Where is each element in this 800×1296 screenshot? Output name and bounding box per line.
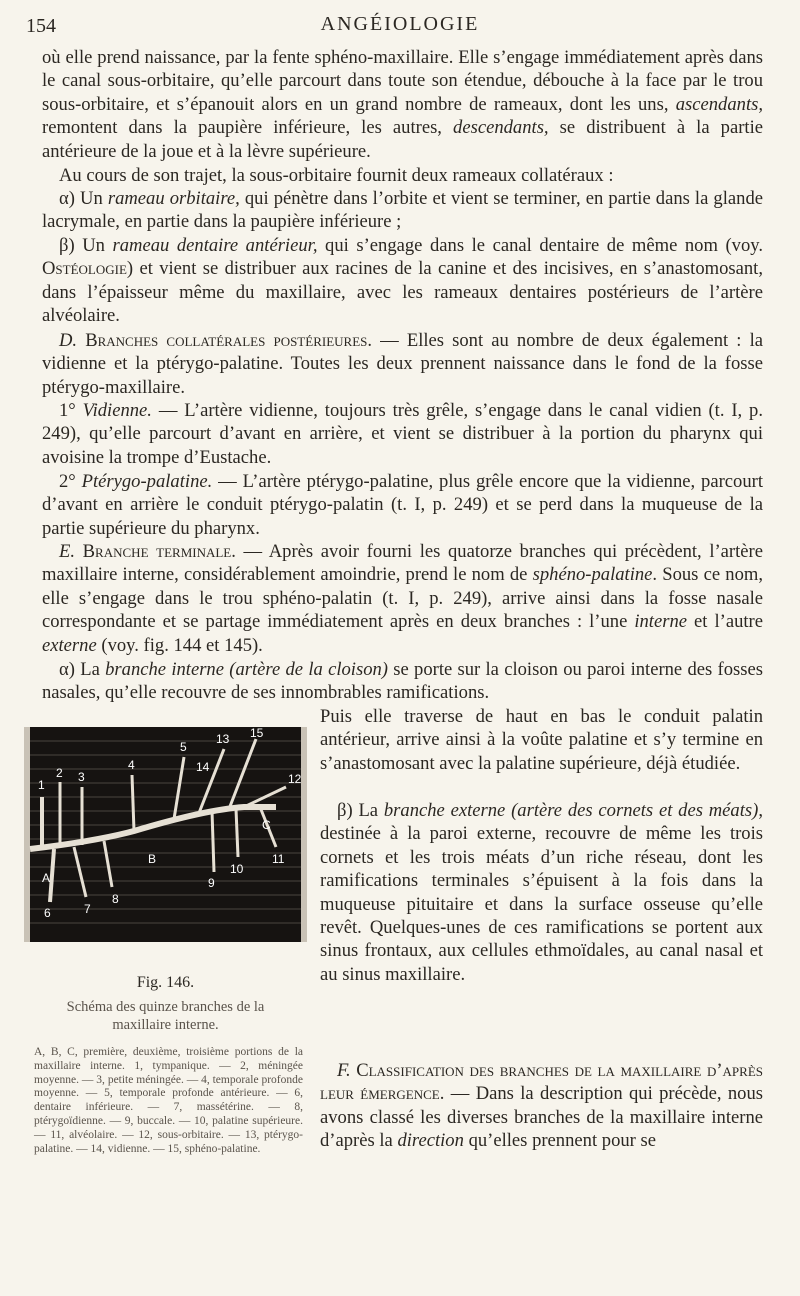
paragraph-section-e: E. Branche terminale. — Après avoir fourni les quatorze branches qui précèdent, l’artère maxillaire interne, considérablement amoindrie, prend le nom de sphéno-palatine. Sous ce nom, elle s’engage dans le trou sphéno-palatin (t. I, p. 249), arrive ainsi dans la fosse nasale correspondante et se partage immédiatement après en deux branches : l’une interne et l’autre externe (voy. fig. 144 et 145).	[42, 541, 763, 656]
figure-label-9: 9	[208, 876, 215, 890]
figure-label-10: 10	[230, 862, 244, 876]
paragraph-branche-interne: α) La branche interne (artère de la cloison) se porte sur la cloison ou paroi interne des fosses nasales, qu’elle recouvre de ses innombrables ramifications.	[42, 659, 763, 704]
figure-label-11: 11	[272, 852, 285, 866]
figure-label-13: 13	[216, 732, 230, 746]
figure-legend: A, B, C, première, deuxième, troisième portions de la maxillaire interne. 1, tympanique. — 2, méningée moyenne. — 3, petite méningée. — 4, temporale profonde moyenne. — 5, temporale profonde antérieure. — 6, dentaire inférieure. — 7, massétérine. — 8, ptérygoïdienne. — 9, buccale. — 10, palatine supérieure. — 11, alvéolaire. — 12, sous-orbitaire. — 13, ptérygo-palatine. — 14, vidienne. — 15, sphéno-palatine.	[34, 1046, 303, 1155]
figure-schema	[24, 727, 307, 942]
figure-label-b: B	[148, 852, 157, 866]
figure-label-6: 6	[44, 906, 51, 920]
figure-number: Fig. 146.	[136, 974, 195, 991]
paragraph-pterygo-palatine: 2° Ptérygo-palatine. — L’artère ptérygo-palatine, plus grêle encore que la vidienne, parcourt d’avant en arrière le conduit ptérygo-palatin (t. I, p. 249) et se perd dans la muqueuse de la partie supérieure du pharynx.	[42, 471, 763, 539]
figure-label-1: 1	[38, 778, 45, 792]
figure-label-c: C	[262, 818, 271, 832]
figure-label-12: 12	[288, 772, 302, 786]
figure-label-2: 2	[56, 766, 63, 780]
paragraph-rameau-orbitaire: α) Un rameau orbitaire, qui pénètre dans l’orbite et vient se terminer, en partie dans la glande lacrymale, en partie dans la paupière inférieure ;	[42, 188, 763, 233]
figure-label-14: 14	[196, 760, 210, 774]
paragraph-vidienne: 1° Vidienne. — L’artère vidienne, toujours très grêle, s’engage dans le canal vidien (t. I, p. 249), qu’elle parcourt d’avant en arrière, et vient se distribuer à la portion du pharynx qui avoisine la trompe d’Eustache.	[42, 400, 763, 468]
paragraph-section-d: D. Branches collatérales postérieures. — Elles sont au nombre de deux également : la vidienne et la ptérygo-palatine. Toutes les deux prennent naissance dans le fond de la fosse ptérygo-maxillaire.	[42, 330, 763, 398]
figure-146	[24, 727, 307, 1156]
figure-label-4: 4	[128, 758, 135, 772]
figure-label-3: 3	[78, 770, 85, 784]
page-number: 154	[26, 15, 56, 37]
figure-label-15: 15	[250, 727, 264, 740]
figure-title: Schéma des quinze branches de la maxillaire interne.	[66, 999, 265, 1033]
paragraph-branche-externe: β) La branche externe (artère des cornets et des méats), destinée à la paroi externe, recouvre de même les trois cornets et les trois méats d’un riche réseau, dont les ramifications terminales s’épuisent à la fois dans la muqueuse pituitaire et dans la surface osseuse qu’elle revêt. Quelques-unes de ces ramifications se portent aux sinus frontaux, aux cellules ethmoïdales, au canal nasal et au sinus maxillaire.	[320, 800, 763, 985]
paragraph-collateral-intro: Au cours de son trajet, la sous-orbitaire fournit deux rameaux collatéraux :	[59, 165, 614, 186]
figure-label-a: A	[42, 871, 51, 885]
paragraph-branche-interne-cont: Puis elle traverse de haut en bas le conduit palatin antérieur, arrive ainsi à la voûte palatine et s’y termine en s’anastomosant avec la palatine supérieure, déjà étudiée.	[320, 706, 763, 774]
figure-label-7: 7	[84, 902, 91, 916]
figure-label-8: 8	[112, 892, 119, 906]
paragraph-section-f: F. Classification des branches de la maxillaire d’après leur émergence. — Dans la description qui précède, nous avons classé les diverses branches de la maxillaire interne d’après la direction qu’elles prennent pour se	[320, 1060, 764, 1152]
figure-label-5: 5	[180, 740, 187, 754]
paragraph-rameau-dentaire: β) Un rameau dentaire antérieur, qui s’engage dans le canal dentaire de même nom (voy. Ostéologie) et vient se distribuer aux racines de la canine et des incisives, en s’anastomosant, dans l’épaisseur même du maxillaire, avec les rameaux dentaires postérieurs de l’artère alvéolaire.	[42, 235, 764, 327]
running-head: ANGÉIOLOGIE	[320, 13, 480, 35]
paragraph-intro: où elle prend naissance, par la fente sphéno-maxillaire. Elle s’engage immédiatement après dans le canal sous-orbitaire, qu’elle parcourt dans toute son étendue, débouche à la face par le trou sous-orbitaire, et s’épanouit alors en un grand nombre de rameaux, dont les uns, ascendants, remontent dans la paupière inférieure, les autres, descendants, se distribuent à la partie antérieure de la joue et à la lèvre supérieure.	[42, 47, 763, 162]
